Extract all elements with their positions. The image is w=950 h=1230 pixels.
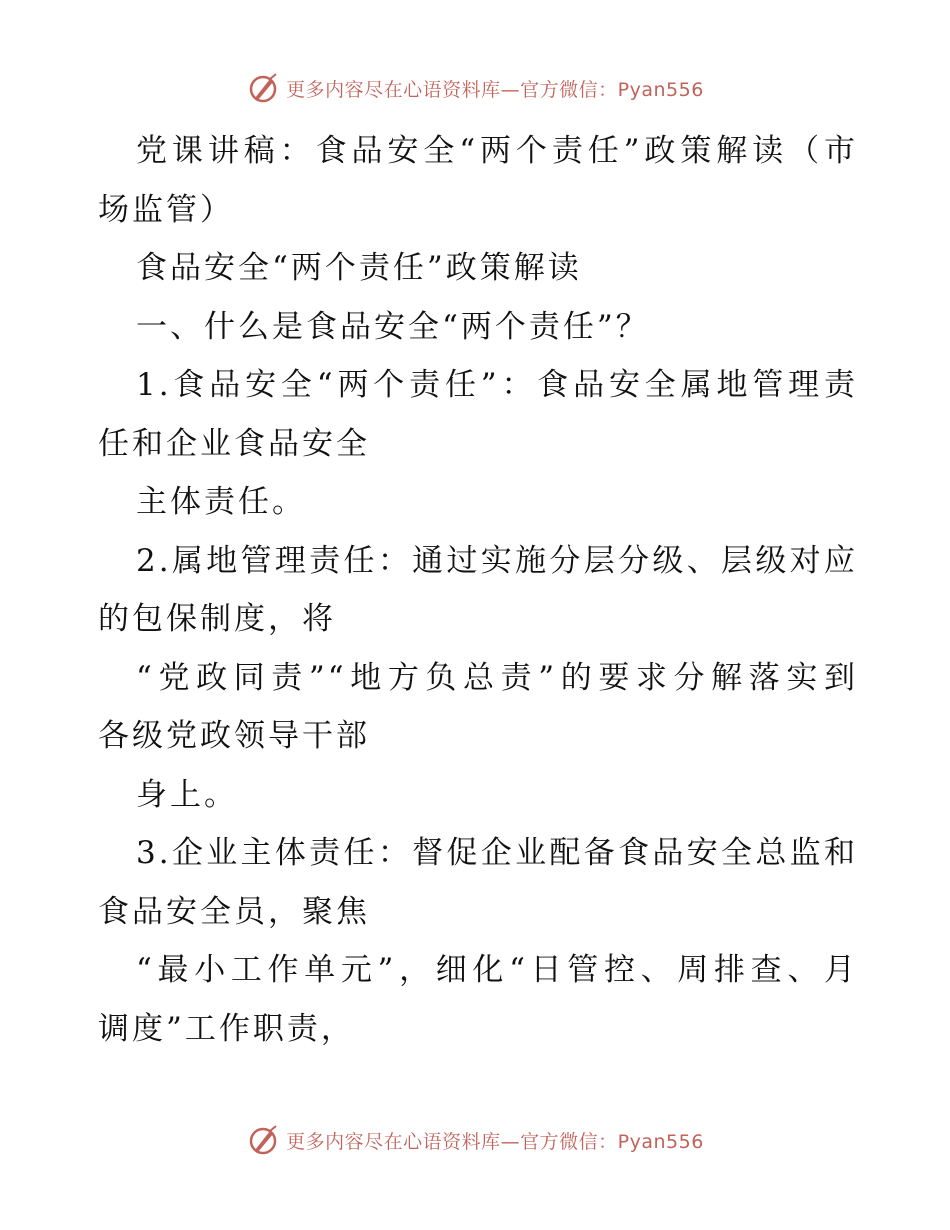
paragraph-line: 各级党政领导干部 — [98, 718, 370, 754]
paragraph-line: 食品安全“两个责任”政策解读 — [136, 250, 582, 286]
paragraph-line: 主体责任。 — [136, 484, 306, 520]
watermark-text: 更多内容尽在心语资料库—官方微信：Pyan556 — [286, 1130, 704, 1153]
document-body — [98, 122, 858, 1058]
paragraph-line: “党政同责”“地方负总责”的要求分解落实到 — [136, 659, 858, 696]
paragraph-line: 身上。 — [136, 776, 238, 813]
paragraph-line: 调度”工作职责， — [98, 1010, 355, 1047]
watermark-banner-top — [0, 68, 950, 108]
paragraph-line: 党课讲稿：食品安全“两个责任”政策解读（市 — [136, 133, 858, 169]
quill-pen-circle-icon — [246, 1123, 280, 1157]
paragraph-line: 的包保制度，将 — [98, 601, 336, 637]
paragraph-line: 3.企业主体责任：督促企业配备食品安全总监和 — [136, 835, 858, 871]
paragraph-line: 一、什么是食品安全“两个责任”？ — [136, 308, 650, 345]
paragraph-line: 1.食品安全“两个责任”：食品安全属地管理责 — [136, 367, 858, 403]
quill-pen-circle-icon — [246, 71, 280, 105]
paragraph-line: “最小工作单元”，细化“日管控、周排查、月 — [136, 952, 858, 988]
paragraph-line: 场监管） — [98, 191, 234, 228]
paragraph-line: 任和企业食品安全 — [98, 425, 370, 462]
paragraph-line: 2.属地管理责任：通过实施分层分级、层级对应 — [136, 542, 858, 579]
watermark-text: 更多内容尽在心语资料库—官方微信：Pyan556 — [286, 78, 704, 101]
paragraph-line: 食品安全员，聚焦 — [98, 893, 370, 930]
watermark-banner-bottom — [0, 1120, 950, 1160]
